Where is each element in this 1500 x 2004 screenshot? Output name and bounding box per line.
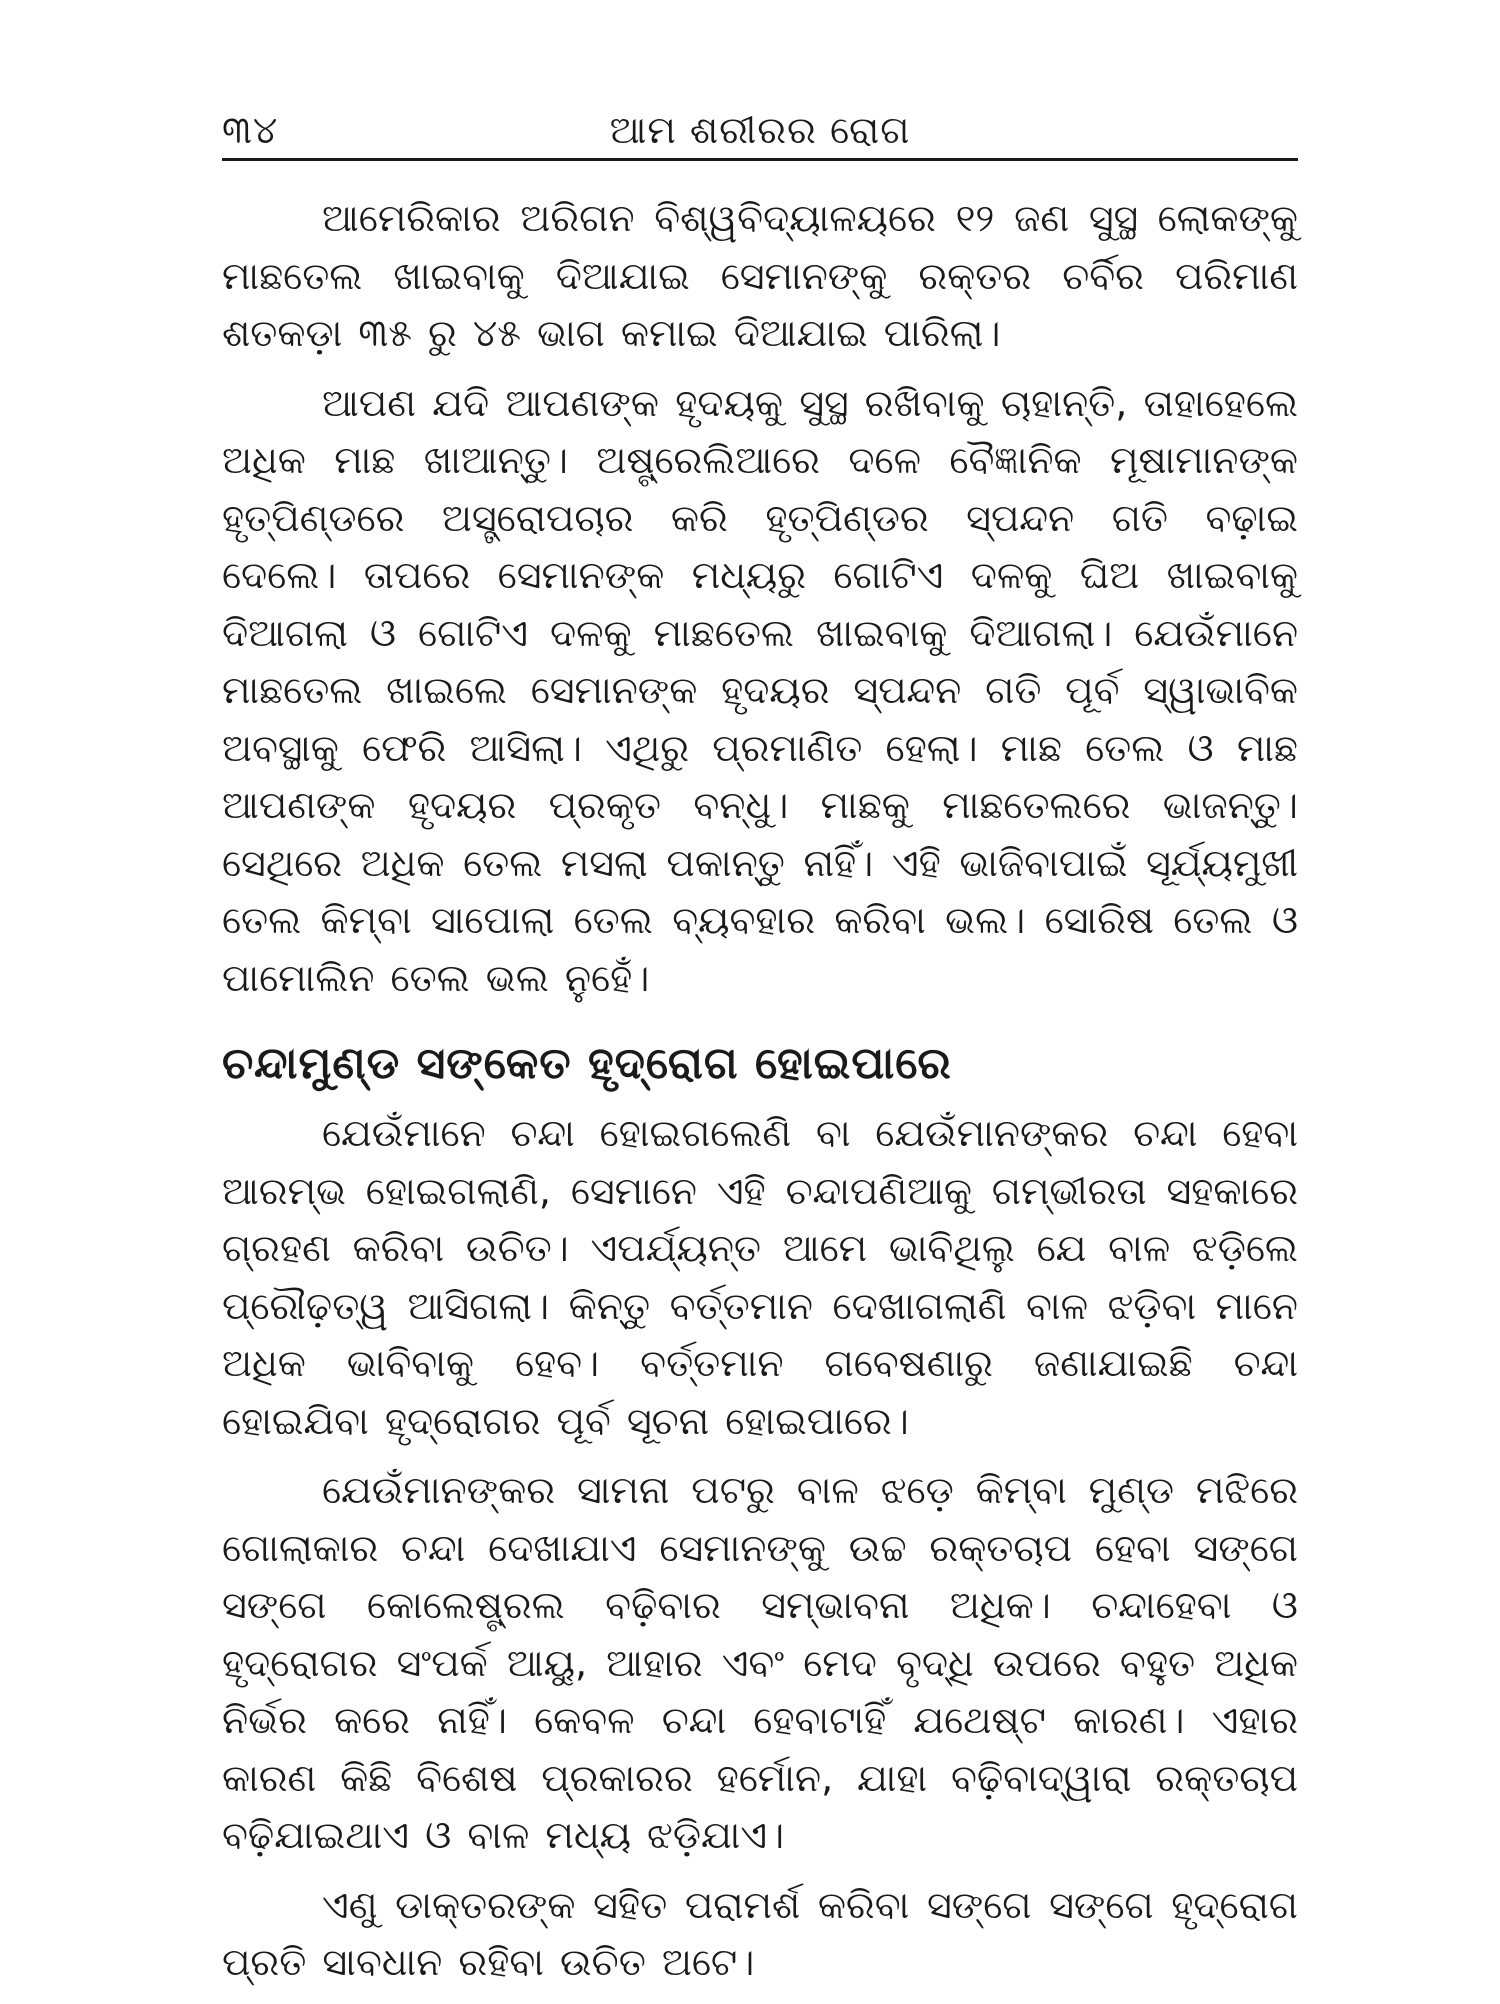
header-rule xyxy=(222,158,1298,161)
page-header xyxy=(222,98,1298,162)
section-heading: ଚନ୍ଦାମୁଣ୍ଡ ସଙ୍କେତ ହୃଦ୍‌ରୋଗ ହୋଇପାରେ xyxy=(222,1038,952,1089)
paragraph: ଏଣୁ ଡାକ୍ତରଙ୍କ ସହିତ ପରାମର୍ଶ କରିବା ସଙ୍ଗେ ସଙ୍ଗେ ହୃଦ୍‌ରୋଗ ପ୍ରତି ସାବଧାନ ରହିବା ଉଚିତ ଅଟେ। xyxy=(222,1882,1298,1984)
running-title: ଆମ ଶରୀରର ରୋଗ xyxy=(609,108,911,152)
paragraph: ଆମେରିକାର ଅରିଗନ ବିଶ୍ୱବିଦ୍ୟାଳୟରେ ୧୨ ଜଣ ସୁସ୍ଥ ଲୋକଙ୍କୁ ମାଛତେଲ ଖାଇବାକୁ ଦିଆଯାଇ ସେମାନଙ୍କୁ ରକ୍ତର ଚର୍ବିର ପରିମାଣ ଶତକଡ଼ା ୩୫ ରୁ ୪୫ ଭାଗ କମାଇ ଦିଆଯାଇ ପାରିଲା। xyxy=(222,196,1298,355)
body-text xyxy=(222,190,1298,2004)
paragraph: ଆପଣ ଯଦି ଆପଣଙ୍କ ହୃଦୟକୁ ସୁସ୍ଥ ରଖିବାକୁ ଚାହାନ୍ତି, ତାହାହେଲେ ଅଧିକ ମାଛ ଖାଆନ୍ତୁ। ଅଷ୍ଟ୍ରେଲିଆରେ ଦଳେ ବୈଜ୍ଞାନିକ ମୂଷାମାନଙ୍କ ହୃତ୍‌ପିଣ୍ଡରେ ଅସ୍ତ୍ରୋପଚାର କରି ହୃତ୍‌ପିଣ୍ଡର ସ୍ପନ୍ଦନ ଗତି ବଢ଼ାଇ ଦେଲେ। ତାପରେ ସେମାନଙ୍କ ମଧ୍ୟରୁ ଗୋଟିଏ ଦଳକୁ ଘିଅ ଖାଇବାକୁ ଦିଆଗଲା ଓ ଗୋଟିଏ ଦଳକୁ ମାଛତେଲ ଖାଇବାକୁ ଦିଆଗଲା। ଯେଉଁମାନେ ମାଛତେଲ ଖାଇଲେ ସେମାନଙ୍କ ହୃଦୟର ସ୍ପନ୍ଦନ ଗତି ପୂର୍ବ ସ୍ୱାଭାବିକ ଅବସ୍ଥାକୁ ଫେରି ଆସିଲା। ଏଥିରୁ ପ୍ରମାଣିତ ହେଲା। ମାଛ ତେଲ ଓ ମାଛ ଆପଣଙ୍କ ହୃଦୟର ପ୍ରକୃତ ବନ୍ଧୁ। ମାଛକୁ ମାଛତେଲରେ ଭାଜନ୍ତୁ। ସେଥିରେ ଅଧିକ ତେଲ ମସଲା ପକାନ୍ତୁ ନାହିଁ। ଏହି ଭାଜିବାପାଇଁ ସୂର୍ଯ୍ୟମୁଖୀ ତେଲ କିମ୍ବା ସାପୋଲା ତେଲ ବ୍ୟବହାର କରିବା ଭଲ। ସୋରିଷ ତେଲ ଓ ପାମୋଲିନ ତେଲ ଭଲ ନୁହେଁ। xyxy=(222,380,1298,1000)
paragraph: ଯେଉଁମାନେ ଚନ୍ଦା ହୋଇଗଲେଣି ବା ଯେଉଁମାନଙ୍କର ଚନ୍ଦା ହେବା ଆରମ୍ଭ ହୋଇଗଲାଣି, ସେମାନେ ଏହି ଚନ୍ଦାପଣିଆକୁ ଗମ୍ଭୀରତା ସହକାରେ ଗ୍ରହଣ କରିବା ଉଚିତ। ଏପର୍ଯ୍ୟନ୍ତ ଆମେ ଭାବିଥିଲୁ ଯେ ବାଳ ଝଡ଼ିଲେ ପ୍ରୌଢ଼ତ୍ୱ ଆସିଗଲା। କିନ୍ତୁ ବର୍ତ୍ତମାନ ଦେଖାଗଲାଣି ବାଳ ଝଡ଼ିବା ମାନେ ଅଧିକ ଭାବିବାକୁ ହେବ। ବର୍ତ୍ତମାନ ଗବେଷଣାରୁ ଜଣାଯାଇଛି ଚନ୍ଦା ହୋଇଯିବା ହୃଦ୍‌ରୋଗର ପୂର୍ବ ସୂଚନା ହୋଇପାରେ। xyxy=(222,1111,1298,1443)
paragraph: ଯେଉଁମାନଙ୍କର ସାମନା ପଟରୁ ବାଳ ଝଡ଼େ କିମ୍ବା ମୁଣ୍ଡ ମଝିରେ ଗୋଲାକାର ଚନ୍ଦା ଦେଖାଯାଏ ସେମାନଙ୍କୁ ଉଚ୍ଚ ରକ୍ତଚାପ ହେବା ସଙ୍ଗେ ସଙ୍ଗେ କୋଲେଷ୍ଟ୍ରଲ ବଢ଼ିବାର ସମ୍ଭାବନା ଅଧିକ। ଚନ୍ଦାହେବା ଓ ହୃଦ୍‌ରୋଗର ସଂପର୍କ ଆୟୁ, ଆହାର ଏବଂ ମେଦ ବୃଦ୍ଧି ଉପରେ ବହୁତ ଅଧିକ ନିର୍ଭର କରେ ନାହିଁ। କେବଳ ଚନ୍ଦା ହେବାଟାହିଁ ଯଥେଷ୍ଟ କାରଣ। ଏହାର କାରଣ କିଛି ବିଶେଷ ପ୍ରକାରର ହର୍ମୋନ, ଯାହା ବଢ଼ିବାଦ୍ୱାରା ରକ୍ତଚାପ ବଢ଼ିଯାଇଥାଏ ଓ ବାଳ ମଧ୍ୟ ଝଡ଼ିଯାଏ। xyxy=(222,1468,1298,1857)
page-number: ୩୪ xyxy=(222,108,279,152)
